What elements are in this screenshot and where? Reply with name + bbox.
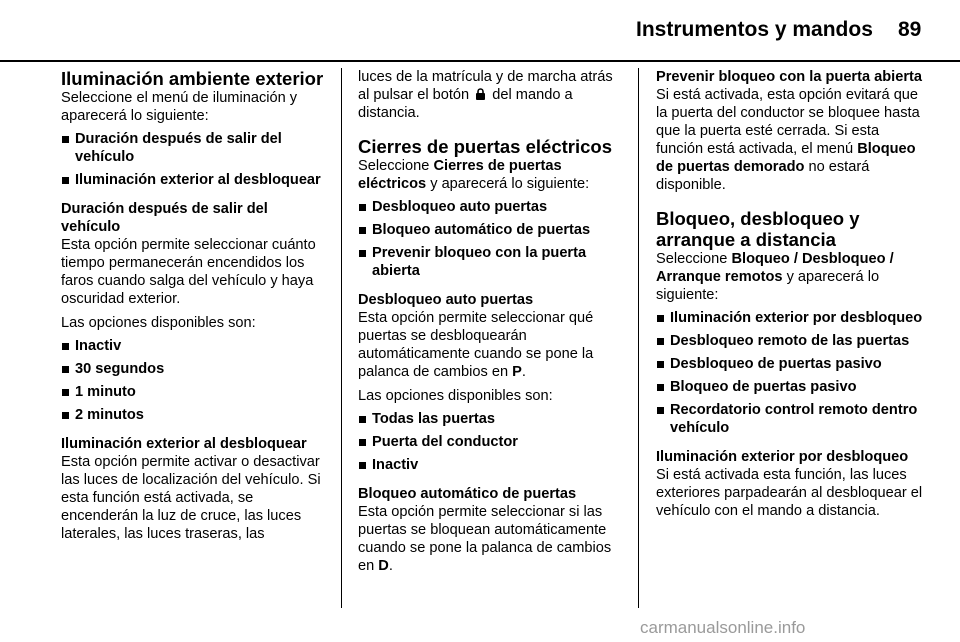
list-item: Desbloqueo remoto de las puertas <box>656 332 924 350</box>
subsection-heading: Bloqueo automático de puertas <box>358 486 577 502</box>
menu-list <box>656 309 924 437</box>
paragraph: Esta opción permite seleccionar cuánto tiempo permanecerán encendidos los faros cuando salga del vehículo y haya oscuridad exterior. <box>61 237 316 307</box>
list-item: 2 minutos <box>61 406 329 424</box>
column-divider <box>341 68 342 608</box>
page-number: 89 <box>898 18 922 41</box>
column-1 <box>61 68 329 543</box>
column-2 <box>358 68 626 575</box>
paragraph: Seleccione Bloqueo / Desbloqueo / Arranque remotos y aparecerá lo siguiente: <box>656 251 894 303</box>
header-title: Instrumentos y mandos <box>636 18 873 41</box>
list-item: Todas las puertas <box>358 410 626 428</box>
subsection-heading: Prevenir bloqueo con la puerta abierta <box>656 69 923 85</box>
paragraph: Seleccione el menú de iluminación y aparecerá lo siguiente: <box>61 90 298 124</box>
list-item: Recordatorio control remoto dentro vehículo <box>656 401 924 437</box>
paragraph: Las opciones disponibles son: <box>61 315 256 331</box>
list-item: Desbloqueo de puertas pasivo <box>656 355 924 373</box>
column-3 <box>656 68 924 520</box>
list-item: Desbloqueo auto puertas <box>358 198 626 216</box>
list-item: Inactiv <box>61 337 329 355</box>
subsection-heading: Desbloqueo auto puertas <box>358 292 534 308</box>
options-list <box>358 410 626 474</box>
options-list <box>61 337 329 424</box>
paragraph: Seleccione Cierres de puertas eléctricos y aparecerá lo siguiente: <box>358 158 590 192</box>
column-divider <box>638 68 639 608</box>
list-item: Inactiv <box>358 456 626 474</box>
list-item: Iluminación exterior por desbloqueo <box>656 309 924 327</box>
list-item: Bloqueo automático de puertas <box>358 221 626 239</box>
paragraph: Esta opción permite activar o desactivar las luces de localización del vehículo. Si esta función está activada, se encenderán la luz de cruce, las luces laterales, las luces traseras, las <box>61 454 321 542</box>
list-item: Duración después de salir del vehículo <box>61 130 329 166</box>
paragraph: Si está activada esta función, las luces exteriores parpadearán al desbloquear el vehículo con el mando a distancia. <box>656 467 923 519</box>
subsection-heading: Iluminación exterior al desbloquear <box>61 436 307 452</box>
list-item: Puerta del conductor <box>358 433 626 451</box>
section-heading: Iluminación ambiente exterior <box>61 68 324 89</box>
list-item: Iluminación exterior al desbloquear <box>61 171 329 189</box>
list-item: 1 minuto <box>61 383 329 401</box>
paragraph: Esta opción permite seleccionar qué puertas se desbloquearán automáticamente cuando se pone la palanca de cambios en P. <box>358 310 594 380</box>
section-heading: Cierres de puertas eléctricos <box>358 136 612 157</box>
paragraph: Esta opción permite seleccionar si las puertas se bloquean automáticamente cuando se pone la palanca de cambios en D. <box>358 504 612 574</box>
paragraph: Las opciones disponibles son: <box>358 388 553 404</box>
list-item: Prevenir bloqueo con la puerta abierta <box>358 244 626 280</box>
watermark: carmanualsonline.info <box>640 618 806 637</box>
subsection-heading: Iluminación exterior por desbloqueo <box>656 449 909 465</box>
list-item: 30 segundos <box>61 360 329 378</box>
section-heading: Bloqueo, desbloqueo y arranque a distancia <box>656 208 860 250</box>
menu-list <box>61 130 329 189</box>
subsection-heading: Duración después de salir del vehículo <box>61 201 268 235</box>
padlock-icon <box>475 88 486 100</box>
menu-list <box>358 198 626 280</box>
paragraph: Si está activada, esta opción evitará que la puerta del conductor se bloquee hasta que la puerta esté cerrada. Si esta función está activada, el menú Bloqueo de puertas demorado no estará disponible. <box>656 87 920 193</box>
paragraph: luces de la matrícula y de marcha atrás al pulsar el botón del mando a distancia. <box>358 69 613 121</box>
header-rule <box>0 60 960 62</box>
list-item: Bloqueo de puertas pasivo <box>656 378 924 396</box>
